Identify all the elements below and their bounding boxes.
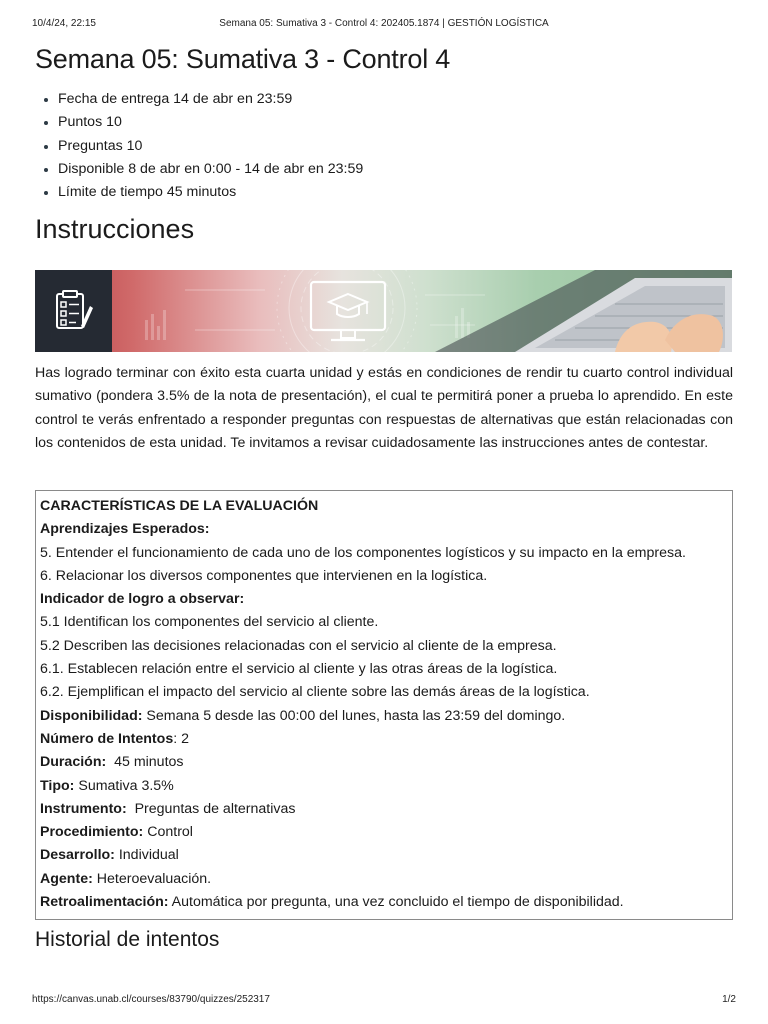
field-value: Control	[143, 824, 193, 841]
field-label: Retroalimentación:	[40, 894, 169, 911]
indicator-item: 6.2. Ejemplifican el impacto del servicio al cliente sobre las demás áreas de la logística.	[40, 684, 590, 701]
print-page-title: Semana 05: Sumativa 3 - Control 4: 202405.1874 | GESTIÓN LOGÍSTICA	[219, 18, 549, 29]
page-title: Semana 05: Sumativa 3 - Control 4	[35, 44, 451, 74]
detail-time-limit: • Límite de tiempo 45 minutos	[58, 181, 363, 204]
learning-outcome-item: 6. Relacionar los diversos componentes que intervienen en la logística.	[40, 567, 488, 584]
field-label: Tipo:	[40, 777, 75, 794]
field-duration	[40, 751, 728, 774]
field-agent	[40, 868, 728, 891]
field-type	[40, 775, 728, 798]
field-attempts	[40, 728, 728, 751]
field-label: Agente:	[40, 870, 93, 887]
detail-availability: • Disponible 8 de abr en 0:00 - 14 de abr en 23:59	[58, 158, 363, 181]
field-development	[40, 844, 728, 867]
page-number: 1/2	[722, 994, 736, 1005]
field-label: Número de Intentos	[40, 730, 174, 747]
indicator-label: Indicador de logro a observar:	[40, 591, 245, 608]
learning-outcomes-label: Aprendizajes Esperados:	[40, 521, 210, 538]
indicator-item: 6.1. Establecen relación entre el servicio al cliente y las otras áreas de la logística.	[40, 661, 558, 678]
quiz-icon-box	[35, 270, 112, 352]
evaluation-characteristics-box	[35, 490, 733, 920]
field-value: Semana 5 desde las 00:00 del lunes, hasta las 23:59 del domingo.	[142, 707, 566, 724]
quiz-checklist-icon	[35, 270, 112, 352]
quiz-details-list	[35, 88, 363, 204]
field-label: Disponibilidad:	[40, 707, 143, 724]
detail-due-date: • Fecha de entrega 14 de abr en 23:59	[58, 88, 363, 111]
instructions-banner	[35, 270, 732, 352]
field-value: Heteroevaluación.	[92, 870, 212, 887]
intro-paragraph: Has logrado terminar con éxito esta cuarta unidad y estás en condiciones de rendir tu cuarto control individual sumativo (pondera 3.5% de la nota de presentación), el cual te permitirá poner a prueba lo aprendido. En este control te verás enfrentado a responder preguntas con respuestas de alternativas que están relacionadas con los contenidos de esta unidad. Te invitamos a revisar cuidadosamente las instrucciones antes de contestar.	[35, 365, 733, 451]
field-label: Procedimiento:	[40, 824, 144, 841]
page-url[interactable]: https://canvas.unab.cl/courses/83790/quizzes/252317	[32, 994, 270, 1005]
field-value: Preguntas de alternativas	[126, 800, 296, 817]
field-procedure	[40, 821, 728, 844]
field-value: 45 minutos	[106, 754, 184, 771]
print-date: 10/4/24, 22:15	[32, 18, 96, 29]
indicator-item: 5.2 Describen las decisiones relacionadas con el servicio al cliente de la empresa.	[40, 637, 557, 654]
learning-outcome-item: 5. Entender el funcionamiento de cada uno de los componentes logísticos y su impacto en la empresa.	[40, 544, 686, 561]
graduation-cap-monitor-icon	[303, 276, 393, 346]
field-label: Duración:	[40, 754, 107, 771]
field-instrument	[40, 798, 728, 821]
field-label: Instrumento:	[40, 800, 127, 817]
field-value: Automática por pregunta, una vez concluido el tiempo de disponibilidad.	[168, 894, 624, 911]
instructions-heading: Instrucciones	[35, 214, 195, 244]
field-value: Sumativa 3.5%	[74, 777, 174, 794]
field-value: Individual	[114, 847, 179, 864]
indicator-item: 5.1 Identifican los componentes del servicio al cliente.	[40, 614, 379, 631]
field-availability	[40, 705, 728, 728]
detail-questions: • Preguntas 10	[58, 135, 363, 158]
field-value: : 2	[173, 730, 189, 747]
field-feedback	[40, 891, 728, 914]
attempt-history-heading: Historial de intentos	[35, 928, 220, 951]
evaluation-title: CARACTERÍSTICAS DE LA EVALUACIÓN	[40, 498, 319, 514]
field-label: Desarrollo:	[40, 847, 115, 864]
detail-points: • Puntos 10	[58, 111, 363, 134]
